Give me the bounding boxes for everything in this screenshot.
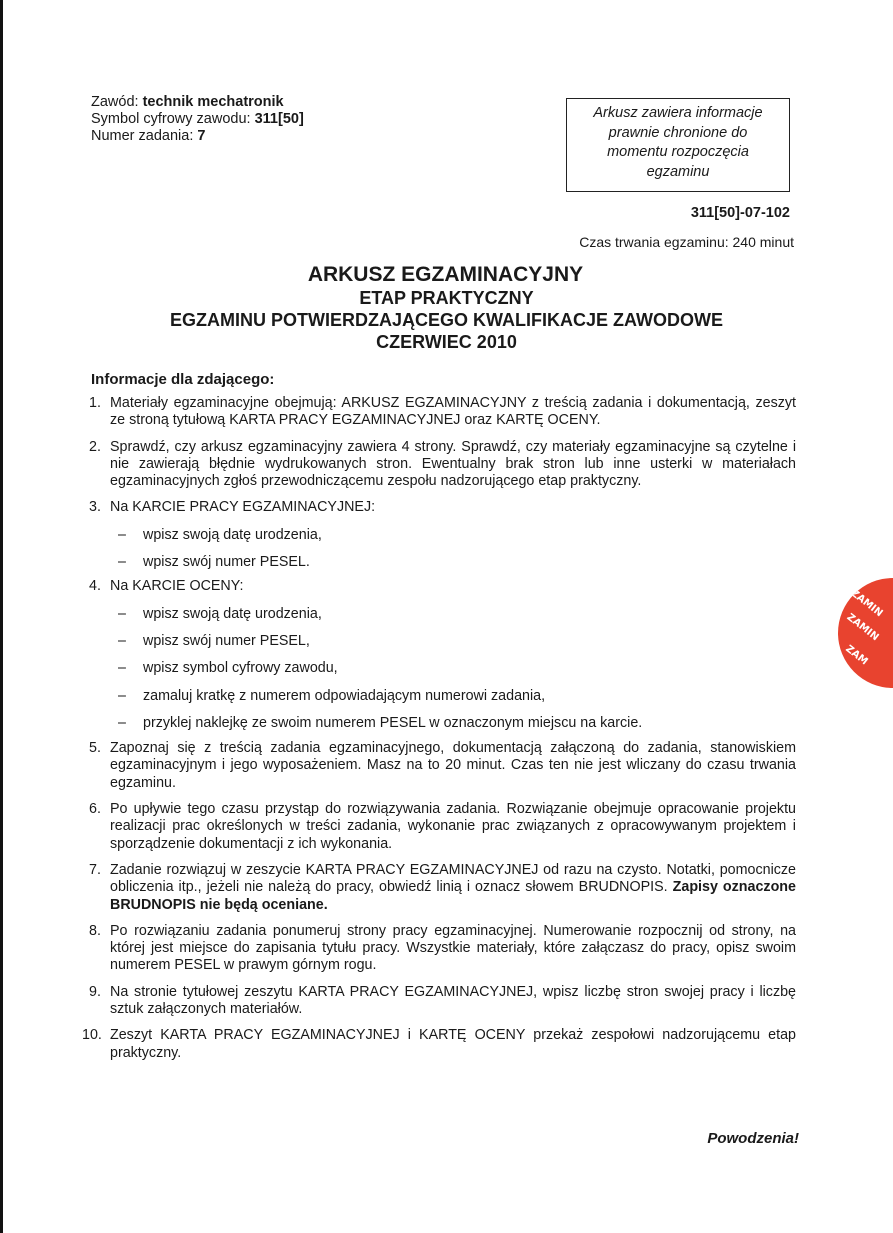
instruction-item xyxy=(82,1027,796,1062)
item-text: Zeszyt KARTA PRACY EGZAMINACYJNEJ i KARTĘ OCENY przekaż zespołowi nadzorującemu etap praktyczny. xyxy=(110,1027,796,1061)
item-text: Sprawdź, czy arkusz egzaminacyjny zawiera 4 strony. Sprawdź, czy materiały egzaminacyjne są czytelne i nie zawierają błędnie wydrukowanych stron. Ewentualny brak stron lub inne usterki w materiałach egzaminacyjnych zgłoś przewodniczącemu zespołu nadzorującego etap praktyczny. xyxy=(110,438,796,490)
instruction-item xyxy=(91,923,796,975)
item-number: 4. xyxy=(89,578,101,595)
instruction-item xyxy=(91,578,796,732)
item-number: 1. xyxy=(89,395,101,411)
item-text: Zadanie rozwiązuj w zeszycie KARTA PRACY EGZAMINACYJNEJ od razu na czysto. Notatki, pomocnicze obliczenia itp., jeżeli nie należą do pracy, obwiedź linią i oznacz słowem BRUDNOPIS. xyxy=(110,861,796,896)
title-line-1: ARKUSZ EGZAMINACYJNY xyxy=(307,263,584,286)
sub-item: – wpisz symbol cyfrowy zawodu, xyxy=(118,660,338,677)
item-text: Zapoznaj się z treścią zadania egzaminacyjnego, dokumentacją załączoną do zadania, stanowiskiem egzaminacyjnym i jego wyposażeniem. Masz na to 20 minut. Czas ten nie jest wliczany do czasu trwania egzaminu. xyxy=(110,740,796,791)
item-number: 3. xyxy=(89,499,101,516)
item-strong-text: Zapisy oznaczone BRUDNOPIS nie będą oceniane. xyxy=(110,879,796,913)
stamp-text: ZAM xyxy=(843,643,870,668)
item-number: 10. xyxy=(82,1027,102,1044)
stamp-text: ZAMIN xyxy=(844,611,881,644)
item-number: 8. xyxy=(89,922,101,939)
symbol-line xyxy=(91,111,304,128)
title-line-2: ETAP PRAKTYCZNY xyxy=(359,288,534,308)
item-text: Na KARCIE PRACY EGZAMINACYJNEJ: xyxy=(110,499,376,516)
exam-meta xyxy=(91,94,304,145)
instruction-item xyxy=(91,499,796,571)
instruction-item xyxy=(91,439,796,491)
exam-stamp xyxy=(838,578,893,688)
sub-item-text: wpisz swoją datę urodzenia, xyxy=(143,526,322,543)
document-title xyxy=(0,262,893,353)
sub-item-text: wpisz swój numer PESEL. xyxy=(143,554,310,571)
sub-item-text: wpisz swój numer PESEL, xyxy=(143,632,310,649)
symbol-value: 311[50] xyxy=(254,111,304,127)
task-line xyxy=(91,128,304,145)
item-number: 6. xyxy=(89,801,101,818)
sub-item: – wpisz swój numer PESEL, xyxy=(118,632,310,649)
item-text: Na KARCIE OCENY: xyxy=(110,578,244,595)
confidential-notice-box xyxy=(566,98,790,192)
instruction-item xyxy=(91,984,796,1019)
item-number: 2. xyxy=(89,438,101,455)
instruction-item xyxy=(91,395,796,430)
notice-line: egzaminu xyxy=(646,163,710,180)
sub-item-text: zamaluj kratkę z numerem odpowiadającym numerowi zadania, xyxy=(143,687,546,704)
item-number: 7. xyxy=(89,861,101,878)
notice-line: momentu rozpoczęcia xyxy=(607,144,749,160)
profession-value: technik mechatronik xyxy=(142,94,284,110)
item-text: Po rozwiązaniu zadania ponumeruj strony pracy egzaminacyjnej. Numerowanie rozpocznij od strony, na której jest miejsce do zapisania tytułu pracy. Wszystkie materiały, które załączasz do pracy, opisz swoim numerem PESEL w prawym górnym rogu. xyxy=(110,922,796,974)
stamp-text: ZAMIN xyxy=(848,587,885,620)
page-edge xyxy=(0,0,3,1233)
item-text: Na stronie tytułowej zeszytu KARTA PRACY EGZAMINACYJNEJ, wpisz liczbę stron swojej pracy i liczbę sztuk załączonych materiałów. xyxy=(110,983,796,1018)
closing-wish: Powodzenia! xyxy=(707,1130,799,1147)
instruction-list xyxy=(82,389,796,1062)
instruction-item xyxy=(91,740,796,792)
exam-duration: Czas trwania egzaminu: 240 minut xyxy=(579,234,794,250)
profession-line xyxy=(91,94,304,111)
sub-item: – wpisz swój numer PESEL. xyxy=(118,554,310,571)
symbol-label: Symbol cyfrowy zawodu: xyxy=(91,111,251,127)
sub-list xyxy=(110,606,796,732)
title-line-4: CZERWIEC 2010 xyxy=(376,332,517,352)
item-text: Po upływie tego czasu przystąp do rozwiązywania zadania. Rozwiązanie obejmuje opracowanie projektu realizacji prac określonych w treści zadania, wykonanie prac związanych z opracowywanym projektem i sporządzenie dokumentacji z ich wykonania. xyxy=(110,801,796,852)
sub-item-text: przyklej naklejkę ze swoim numerem PESEL w oznaczonym miejscu na karcie. xyxy=(143,714,643,731)
item-number: 9. xyxy=(89,983,101,1000)
sub-item: – wpisz swoją datę urodzenia, xyxy=(118,605,322,622)
notice-line: prawnie chronione do xyxy=(608,124,748,141)
sub-item-text: wpisz symbol cyfrowy zawodu, xyxy=(143,660,338,677)
sub-item: – zamaluj kratkę z numerem odpowiadającym numerowi zadania, xyxy=(118,687,546,704)
sub-item: – przyklej naklejkę ze swoim numerem PESEL w oznaczonym miejscu na karcie. xyxy=(118,714,643,731)
sub-list xyxy=(110,527,796,572)
instruction-item xyxy=(91,801,796,853)
title-line-3: EGZAMINU POTWIERDZAJĄCEGO KWALIFIKACJE ZAWODOWE xyxy=(170,310,723,330)
notice-line: Arkusz zawiera informacje xyxy=(593,105,763,121)
profession-label: Zawód: xyxy=(91,94,139,110)
item-text: Materiały egzaminacyjne obejmują: ARKUSZ EGZAMINACYJNY z treścią zadania i dokumentacją, zeszyt ze stroną tytułową KARTA PRACY EGZAMINACYJNEJ oraz KARTĘ OCENY. xyxy=(110,395,796,429)
task-value: 7 xyxy=(197,128,206,144)
task-label: Numer zadania: xyxy=(91,128,194,144)
info-heading: Informacje dla zdającego: xyxy=(91,371,275,388)
item-number: 5. xyxy=(89,740,101,757)
instruction-item xyxy=(91,862,796,914)
sub-item: – wpisz swoją datę urodzenia, xyxy=(118,526,322,543)
stamp-shape xyxy=(838,578,893,688)
sheet-code: 311[50]-07-102 xyxy=(690,205,790,221)
sub-item-text: wpisz swoją datę urodzenia, xyxy=(143,605,322,622)
